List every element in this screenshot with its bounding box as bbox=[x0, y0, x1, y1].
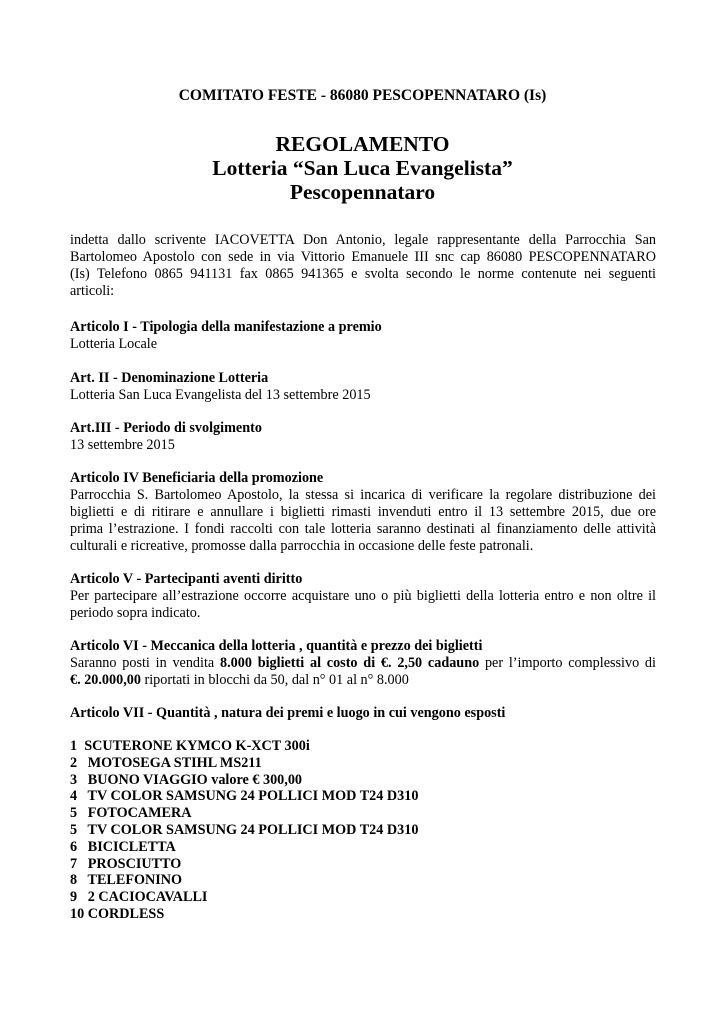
article-4-line: Parrocchia S. Bartolomeo Apostolo, la stessa si incarica di verificare la regolare distribuzione dei bbox=[70, 487, 656, 503]
prize-list bbox=[70, 738, 656, 923]
article-4-line: prima l’estrazione. I fondi raccolti con tale lotteria saranno destinati al finanziamento delle attività bbox=[70, 521, 656, 537]
prize-item: 6 BICICLETTA bbox=[70, 838, 176, 855]
article-3-heading: Art.III - Periodo di svolgimento bbox=[70, 420, 262, 436]
prize-item: 5 FOTOCAMERA bbox=[70, 805, 192, 822]
intro-line: (Is) Telefono 0865 941131 fax 0865 941365 e svolta secondo le norme contenute nei seguenti bbox=[70, 266, 656, 282]
article-6-line-1 bbox=[70, 655, 656, 672]
article-6-text: Saranno posti in vendita bbox=[70, 655, 220, 671]
article-4-line: biglietti e di ritirare e annullare i biglietti rimasti invenduti entro il 13 settembre 2015, due ore bbox=[70, 504, 656, 520]
article-7 bbox=[70, 705, 656, 722]
article-2-heading: Art. II - Denominazione Lotteria bbox=[70, 370, 269, 386]
prize-item: 1 SCUTERONE KYMCO K-XCT 300i bbox=[70, 738, 310, 754]
intro-paragraph bbox=[70, 232, 656, 300]
article-6-text: per l’importo complessivo di bbox=[479, 655, 656, 671]
article-6-line-2 bbox=[70, 672, 656, 689]
article-1 bbox=[70, 319, 656, 353]
title-regolamento: REGOLAMENTO bbox=[275, 132, 450, 156]
article-5 bbox=[70, 571, 656, 622]
article-3-text: 13 settembre 2015 bbox=[70, 437, 175, 453]
intro-line: Bartolomeo Apostolo con sede in via Vittorio Emanuele III snc cap 86080 PESCOPENNATARO bbox=[70, 249, 656, 265]
article-1-heading: Articolo I - Tipologia della manifestazione a premio bbox=[70, 319, 382, 335]
prize-item: 2 MOTOSEGA STIHL MS211 bbox=[70, 754, 262, 771]
article-4-heading: Articolo IV Beneficiaria della promozione bbox=[70, 470, 324, 486]
article-7-heading: Articolo VII - Quantità , natura dei premi e luogo in cui vengono esposti bbox=[70, 705, 506, 721]
prize-item: 4 TV COLOR SAMSUNG 24 POLLICI MOD T24 D310 bbox=[70, 788, 419, 805]
intro-line: indetta dallo scrivente IACOVETTA Don Antonio, legale rappresentante della Parrocchia San bbox=[70, 232, 656, 248]
article-2 bbox=[70, 370, 656, 404]
intro-line: articoli: bbox=[70, 283, 115, 299]
title-town: Pescopennataro bbox=[289, 180, 436, 204]
prize-item: 3 BUONO VIAGGIO valore € 300,00 bbox=[70, 771, 303, 788]
ticket-count-price: 8.000 biglietti al costo di €. 2,50 cadauno bbox=[220, 655, 480, 671]
prize-item: 5 TV COLOR SAMSUNG 24 POLLICI MOD T24 D310 bbox=[70, 821, 419, 838]
article-5-heading: Articolo V - Partecipanti aventi diritto bbox=[70, 571, 303, 587]
prize-item: 8 TELEFONINO bbox=[70, 872, 183, 889]
committee-header: COMITATO FESTE - 86080 PESCOPENNATARO (Is) bbox=[178, 87, 547, 104]
article-4-line: culturali e ricreative, promosse dalla parrocchia in occasione delle feste patronali. bbox=[70, 538, 534, 554]
article-6 bbox=[70, 638, 656, 689]
title-lotteria: Lotteria “San Luca Evangelista” bbox=[212, 156, 513, 180]
prize-item: 10 CORDLESS bbox=[70, 905, 165, 922]
total-amount: €. 20.000,00 bbox=[70, 672, 141, 688]
article-4 bbox=[70, 470, 656, 555]
article-2-text: Lotteria San Luca Evangelista del 13 settembre 2015 bbox=[70, 387, 371, 403]
title-block bbox=[0, 132, 725, 204]
article-1-text: Lotteria Locale bbox=[70, 336, 158, 352]
article-5-line: periodo sopra indicato. bbox=[70, 605, 201, 621]
article-3 bbox=[70, 420, 656, 454]
article-6-text: riportati in blocchi da 50, dal n° 01 al n° 8.000 bbox=[140, 672, 409, 688]
prize-item: 7 PROSCIUTTO bbox=[70, 855, 182, 872]
article-5-line: Per partecipare all’estrazione occorre acquistare uno o più biglietti della lotteria entro e non oltre il bbox=[70, 588, 656, 604]
article-6-heading: Articolo VI - Meccanica della lotteria , quantità e prezzo dei biglietti bbox=[70, 638, 483, 654]
prize-item: 9 2 CACIOCAVALLI bbox=[70, 889, 208, 906]
